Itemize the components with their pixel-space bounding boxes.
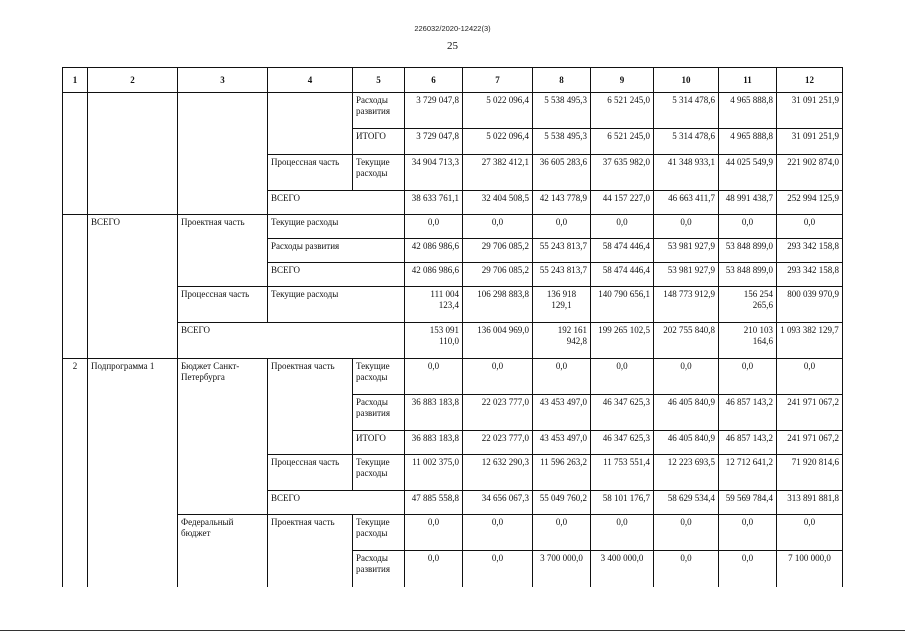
value-cell: 202 755 840,8 (654, 323, 719, 359)
value-cell: 12 223 693,5 (654, 455, 719, 491)
value-cell: 41 348 933,1 (654, 155, 719, 191)
value-cell: 6 521 245,0 (591, 129, 654, 155)
budget-source-cell: Федеральный бюджет (178, 515, 268, 587)
row-number-cell: 2 (63, 359, 88, 587)
value-cell: 5 022 096,4 (463, 129, 533, 155)
value-cell: 199 265 102,5 (591, 323, 654, 359)
value-cell: 55 243 813,7 (533, 239, 591, 263)
value-cell: 36 605 283,6 (533, 155, 591, 191)
value-cell: 11 596 263,2 (533, 455, 591, 491)
value-cell: 58 629 534,4 (654, 491, 719, 515)
total-label-cell: ВСЕГО (178, 323, 405, 359)
part-cell: Проектная часть (178, 215, 268, 287)
col-header: 7 (463, 68, 533, 93)
table-row (63, 93, 843, 129)
value-cell: 31 091 251,9 (777, 129, 843, 155)
expense-type-cell: Текущие расходы (268, 215, 405, 239)
value-cell: 156 254 265,6 (719, 287, 777, 323)
value-cell: 0,0 (591, 359, 654, 395)
value-cell: 4 965 888,8 (719, 129, 777, 155)
value-cell: 59 569 784,4 (719, 491, 777, 515)
value-cell: 0,0 (654, 215, 719, 239)
value-cell: 0,0 (654, 551, 719, 587)
value-cell: 0,0 (463, 515, 533, 551)
value-cell: 106 298 883,8 (463, 287, 533, 323)
table-row (63, 359, 843, 395)
page-number: 25 (447, 40, 458, 52)
value-cell: 800 039 970,9 (777, 287, 843, 323)
value-cell: 58 101 176,7 (591, 491, 654, 515)
value-cell: 221 902 874,0 (777, 155, 843, 191)
expense-type-cell: Текущие расходы (268, 287, 405, 323)
total-label-cell: ВСЕГО (268, 191, 405, 215)
value-cell: 5 538 495,3 (533, 93, 591, 129)
col-header: 8 (533, 68, 591, 93)
value-cell: 293 342 158,8 (777, 263, 843, 287)
value-cell: 0,0 (719, 551, 777, 587)
value-cell: 7 100 000,0 (777, 551, 843, 587)
expense-type-cell: ИТОГО (353, 129, 405, 155)
value-cell: 42 086 986,6 (405, 239, 463, 263)
value-cell: 192 161 942,8 (533, 323, 591, 359)
value-cell: 46 405 840,9 (654, 431, 719, 455)
part-cell: Процессная часть (268, 455, 353, 491)
value-cell: 11 753 551,4 (591, 455, 654, 491)
value-cell: 12 712 641,2 (719, 455, 777, 491)
value-cell: 0,0 (719, 515, 777, 551)
value-cell: 42 143 778,9 (533, 191, 591, 215)
value-cell: 140 790 656,1 (591, 287, 654, 323)
value-cell: 0,0 (405, 359, 463, 395)
col-header: 11 (719, 68, 777, 93)
value-cell: 55 243 813,7 (533, 263, 591, 287)
value-cell: 46 857 143,2 (719, 431, 777, 455)
value-cell: 53 981 927,9 (654, 239, 719, 263)
col-header: 12 (777, 68, 843, 93)
value-cell: 0,0 (591, 515, 654, 551)
value-cell: 136 004 969,0 (463, 323, 533, 359)
value-cell: 3 729 047,8 (405, 129, 463, 155)
value-cell: 46 347 625,3 (591, 395, 654, 431)
col-header: 4 (268, 68, 353, 93)
col-header: 3 (178, 68, 268, 93)
value-cell: 42 086 986,6 (405, 263, 463, 287)
value-cell: 0,0 (777, 359, 843, 395)
table-row (63, 323, 843, 359)
col-header: 6 (405, 68, 463, 93)
value-cell: 0,0 (533, 215, 591, 239)
col-header: 5 (353, 68, 405, 93)
value-cell: 241 971 067,2 (777, 431, 843, 455)
value-cell: 0,0 (405, 515, 463, 551)
value-cell: 0,0 (463, 551, 533, 587)
part-cell: Процессная часть (268, 155, 353, 191)
table-row (63, 515, 843, 551)
value-cell: 53 848 899,0 (719, 263, 777, 287)
value-cell: 43 453 497,0 (533, 395, 591, 431)
value-cell: 0,0 (591, 215, 654, 239)
value-cell: 47 885 558,8 (405, 491, 463, 515)
col-header: 9 (591, 68, 654, 93)
expense-type-cell: Текущие расходы (353, 359, 405, 395)
value-cell: 32 404 508,5 (463, 191, 533, 215)
table-row (63, 215, 843, 239)
value-cell: 241 971 067,2 (777, 395, 843, 431)
table-row (63, 287, 843, 323)
value-cell: 252 994 125,9 (777, 191, 843, 215)
expense-type-cell: Расходы развития (353, 395, 405, 431)
program-name-cell: ВСЕГО (88, 215, 178, 359)
expense-type-cell: Текущие расходы (353, 155, 405, 191)
value-cell: 0,0 (463, 215, 533, 239)
value-cell: 5 314 478,6 (654, 93, 719, 129)
value-cell: 0,0 (777, 515, 843, 551)
col-header: 10 (654, 68, 719, 93)
value-cell: 36 883 183,8 (405, 395, 463, 431)
value-cell: 5 314 478,6 (654, 129, 719, 155)
value-cell: 46 405 840,9 (654, 395, 719, 431)
program-name-cell: Подпрограмма 1 (88, 359, 178, 587)
value-cell: 38 633 761,1 (405, 191, 463, 215)
value-cell: 0,0 (777, 215, 843, 239)
value-cell: 11 002 375,0 (405, 455, 463, 491)
value-cell: 0,0 (533, 359, 591, 395)
column-header-row (63, 68, 843, 93)
value-cell: 0,0 (463, 359, 533, 395)
page-bottom-edge (0, 630, 905, 641)
value-cell: 3 400 000,0 (591, 551, 654, 587)
value-cell: 111 004 123,4 (405, 287, 463, 323)
value-cell: 6 521 245,0 (591, 93, 654, 129)
value-cell: 0,0 (405, 215, 463, 239)
budget-source-cell: Бюджет Санкт-Петербурга (178, 359, 268, 515)
value-cell: 36 883 183,8 (405, 431, 463, 455)
value-cell: 31 091 251,9 (777, 93, 843, 129)
value-cell: 27 382 412,1 (463, 155, 533, 191)
value-cell: 22 023 777,0 (463, 431, 533, 455)
value-cell: 0,0 (405, 551, 463, 587)
value-cell: 29 706 085,2 (463, 263, 533, 287)
value-cell: 0,0 (719, 359, 777, 395)
value-cell: 0,0 (654, 359, 719, 395)
expense-type-cell: ИТОГО (353, 431, 405, 455)
expense-type-cell: Расходы развития (353, 93, 405, 129)
document-id: 226032/2020-12422(3) (414, 24, 491, 33)
total-label-cell: ВСЕГО (268, 263, 405, 287)
value-cell: 0,0 (533, 515, 591, 551)
expense-type-cell: Расходы развития (353, 551, 405, 587)
expense-type-cell: Текущие расходы (353, 515, 405, 551)
value-cell: 71 920 814,6 (777, 455, 843, 491)
value-cell: 37 635 982,0 (591, 155, 654, 191)
value-cell: 43 453 497,0 (533, 431, 591, 455)
value-cell: 0,0 (654, 515, 719, 551)
value-cell: 22 023 777,0 (463, 395, 533, 431)
value-cell: 1 093 382 129,7 (777, 323, 843, 359)
value-cell: 55 049 760,2 (533, 491, 591, 515)
col-header: 2 (88, 68, 178, 93)
value-cell: 313 891 881,8 (777, 491, 843, 515)
value-cell: 48 991 438,7 (719, 191, 777, 215)
value-cell: 136 918 129,1 (533, 287, 591, 323)
value-cell: 34 656 067,3 (463, 491, 533, 515)
value-cell: 210 103 164,6 (719, 323, 777, 359)
col-header: 1 (63, 68, 88, 93)
value-cell: 58 474 446,4 (591, 239, 654, 263)
value-cell: 5 538 495,3 (533, 129, 591, 155)
value-cell: 5 022 096,4 (463, 93, 533, 129)
value-cell: 148 773 912,9 (654, 287, 719, 323)
value-cell: 29 706 085,2 (463, 239, 533, 263)
value-cell: 3 729 047,8 (405, 93, 463, 129)
value-cell: 4 965 888,8 (719, 93, 777, 129)
value-cell: 46 663 411,7 (654, 191, 719, 215)
part-cell: Процессная часть (178, 287, 268, 323)
value-cell: 3 700 000,0 (533, 551, 591, 587)
value-cell: 153 091 110,0 (405, 323, 463, 359)
part-cell: Проектная часть (268, 515, 353, 587)
value-cell: 58 474 446,4 (591, 263, 654, 287)
value-cell: 34 904 713,3 (405, 155, 463, 191)
value-cell: 293 342 158,8 (777, 239, 843, 263)
value-cell: 53 848 899,0 (719, 239, 777, 263)
value-cell: 0,0 (719, 215, 777, 239)
value-cell: 46 857 143,2 (719, 395, 777, 431)
value-cell: 53 981 927,9 (654, 263, 719, 287)
part-cell: Проектная часть (268, 359, 353, 455)
expense-type-cell: Расходы развития (268, 239, 405, 263)
budget-table (62, 67, 843, 587)
value-cell: 12 632 290,3 (463, 455, 533, 491)
total-label-cell: ВСЕГО (268, 491, 405, 515)
value-cell: 44 025 549,9 (719, 155, 777, 191)
expense-type-cell: Текущие расходы (353, 455, 405, 491)
value-cell: 46 347 625,3 (591, 431, 654, 455)
value-cell: 44 157 227,0 (591, 191, 654, 215)
